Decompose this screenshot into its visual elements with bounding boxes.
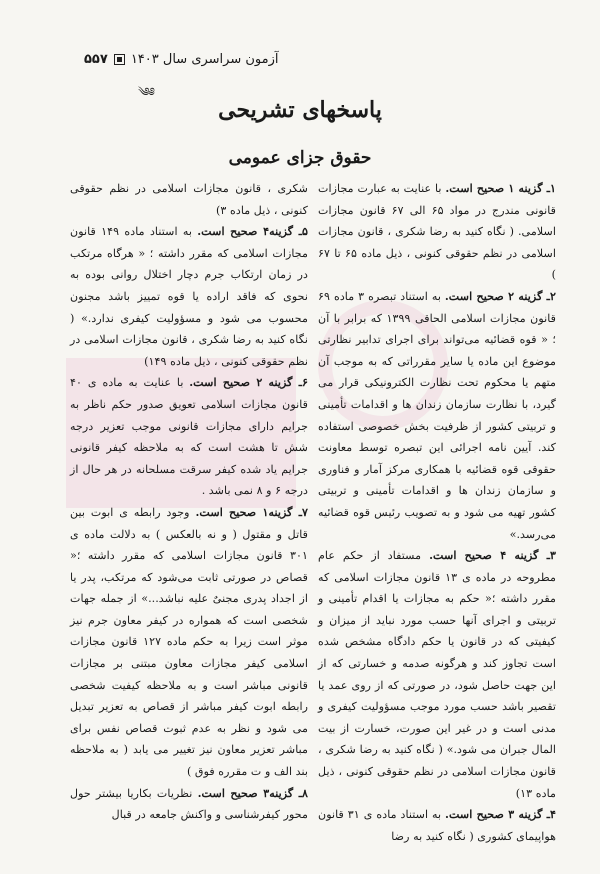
answer-lead: ۸ـ گزینه۳ صحیح است. xyxy=(197,785,308,800)
answer-lead: ۱ـ گزینه ۱ صحیح است. xyxy=(445,181,556,195)
running-header xyxy=(84,52,278,67)
answer-lead: ۷ـ گزینه۱ صحیح است. xyxy=(195,504,308,519)
answer-text: وجود رابطه ی ابوت بین قاتل و مقتول ( و نه بالعکس ) به دلالت ماده ی ۳۰۱ قانون مجازات اسلامی که مقرر داشته ؛« قصاص در صورتی ثابت می‌شود که مرتکب، پدر یا از اجداد پدری مجنیٌ علیه نباشد...» از جمله جهات شخصی است که همواره در کیفر معاون جرم نیز موثر است زیرا به حکم ماده ۱۲۷ قانون مجازات اسلامی کیفر مجازات معاون مبتنی بر مجازات قانونی مباشر است و به ملاحظه کیفیت شخصی رابطه ابوت کیفر مباشر از قصاص به تعزیر تبدیل می شود و نظر به عدم ثبوت قصاص نفس برای مباشر تعزیر معاون نیز تغییر می یابد ( به ملاحظه بند الف و ت مقرره فوق ) xyxy=(70,505,308,779)
answer-text: به استناد ماده ۱۴۹ قانون مجازات اسلامی که مقرر داشته ؛ « هرگاه مرتکب در زمان ارتکاب جرم دچار اختلال روانی بوده به نحوی که فاقد اراده یا قوه تمییز باشد مجنون محسوب می شود و مسؤولیت کیفری ندارد.» ( نگاه کنید به رضا شکری ، قانون مجازات اسلامی در نظم حقوقی کنونی ، ذیل ماده ۱۴۹) xyxy=(70,225,308,368)
answer-lead: ۳ـ گزینه ۴ صحیح است. xyxy=(429,548,556,563)
answer-text: به استناد ماده ی ۳۱ قانون هواپیمای کشوری ( نگاه کنید به رضا xyxy=(318,808,556,843)
answer-lead: ۶ـ گزینه ۲ صحیح است. xyxy=(189,375,308,390)
answer-paragraph xyxy=(318,286,556,545)
answer-paragraph xyxy=(70,221,308,372)
left-column xyxy=(70,178,308,826)
ornament-icon: ༄༅ xyxy=(138,85,155,99)
answer-text: مستفاد از حکم عام مطروحه در ماده ی ۱۳ قانون مجازات اسلامی که مقرر داشته ؛« حکم به مجازات یا اقدام تأمینی و تربیتی و اجرای آنها حسب مورد نباید از میزان و کیفیتی که در قانون یا حکم دادگاه مشخص شده است تجاوز کند و هرگونه صدمه و خسارتی که از این جهت حاصل شود، در صورتی که از روی عمد یا تقصیر باشد حسب مورد موجب مسؤولیت کیفری و مدنی است و در غیر این صورت، خسارت از بیت المال جبران می شود.» ( نگاه کنید به رضا شکری ، قانون مجازات اسلامی در نظم حقوقی کنونی ، ذیل ماده ۱۳) xyxy=(318,549,556,800)
answer-paragraph xyxy=(70,178,308,221)
answer-paragraph xyxy=(70,502,308,783)
page-number: ۵۵۷ xyxy=(84,52,108,67)
right-column xyxy=(318,178,556,847)
answer-paragraph xyxy=(318,545,556,804)
answer-paragraph xyxy=(70,783,308,826)
answer-lead: ۴ـ گزینه ۳ صحیح است. xyxy=(445,807,556,822)
answer-lead: ۵ـ گزینه۴ صحیح است. xyxy=(197,224,308,239)
answer-text: نظریات بکاریا بیشتر حول محور کیفرشناسی و واکنش جامعه در قبال xyxy=(70,786,308,822)
answer-text: به استناد تبصره ۳ ماده ۶۹ قانون مجازات اسلامی الحاقی ۱۳۹۹ که برابر با آن ؛ « قوه قضائیه می‌تواند برای اجرای تدابیر نظارتی موضوع این ماده یا سایر مقرراتی که به موجب آن متهم یا محکوم تحت نظارت الکترونیکی قرار می گیرد، با نظارت سازمان زندان ها و اقدامات تأمینی و تربیتی کشور از ظرفیت بخش خصوصی استفاده کند. آیین نامه اجرائی این تبصره توسط معاونت حقوقی قوه قضائیه با همکاری مرکز آمار و فناوری و سازمان زندان ها و اقدامات تأمینی و تربیتی کشور تهیه می شود و به تصویب رئیس قوه قضائیه می‌رسد.» xyxy=(318,289,556,541)
square-bullet-icon xyxy=(114,54,125,65)
subsection-title: حقوق جزای عمومی xyxy=(228,148,372,168)
answer-text: شکری ، قانون مجازات اسلامی در نظم حقوقی کنونی ، ذیل ماده ۳) xyxy=(70,182,308,217)
answer-lead: ۲ـ گزینه ۲ صحیح است. xyxy=(444,288,556,303)
answer-text: با عنایت به عبارت مجازات قانونی مندرج در مواد ۶۵ الی ۶۷ قانون مجازات اسلامی. ( نگاه کنید به رضا شکری ، قانون مجازات اسلامی در نظم حقوقی کنونی ، ذیل ماده ۶۵ تا ۶۷ ) xyxy=(318,182,556,282)
answer-paragraph xyxy=(318,178,556,286)
answer-text: با عنایت به ماده ی ۴۰ قانون مجازات اسلامی تعویق صدور حکم ناظر به جرایم دارای مجازات قانونی موجب تعزیر درجه شش تا هشت است که به ملاحظه کیفر قانونی جرایم یاد شده کیفر سرقت مسلحانه در هر حال از درجه ۶ و ۸ نمی باشد . xyxy=(70,376,308,498)
answer-paragraph xyxy=(318,804,556,847)
section-title: پاسخهای تشریحی xyxy=(218,97,382,123)
running-title: آزمون سراسری سال ۱۴۰۳ xyxy=(130,52,279,67)
answer-paragraph xyxy=(70,372,308,502)
